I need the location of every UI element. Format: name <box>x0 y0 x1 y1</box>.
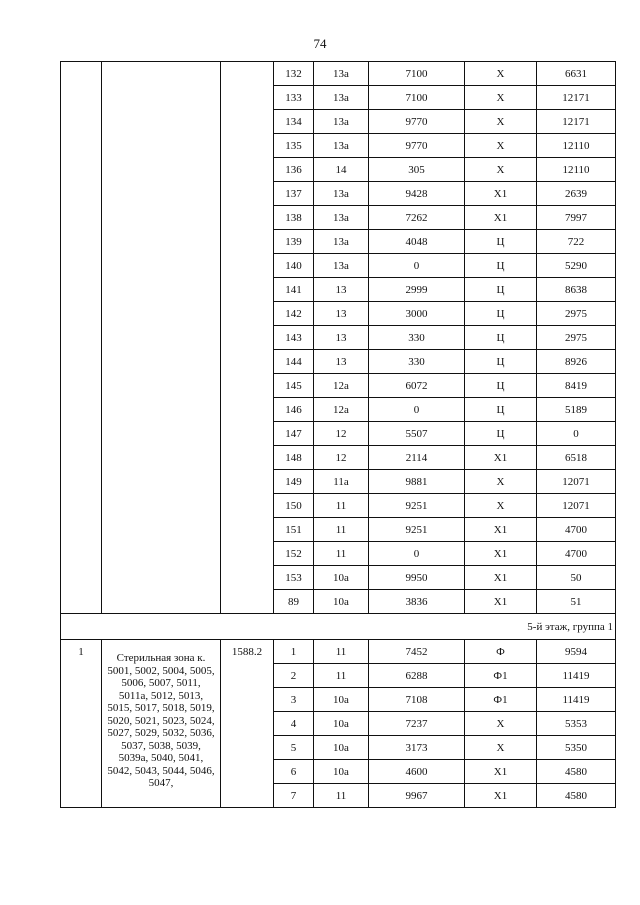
value-b-cell: 5189 <box>537 398 616 422</box>
floor-no-cell: 11 <box>314 784 369 808</box>
floor-no-cell: 13 <box>314 350 369 374</box>
room-no-cell: 145 <box>274 374 314 398</box>
room-no-cell: 4 <box>274 712 314 736</box>
room-no-cell: 140 <box>274 254 314 278</box>
value-b-cell: 6518 <box>537 446 616 470</box>
floor-no-cell: 11 <box>314 640 369 664</box>
value-a-cell: 3173 <box>369 736 465 760</box>
value-b-cell: 11419 <box>537 688 616 712</box>
value-a-cell: 0 <box>369 254 465 278</box>
page-number: 74 <box>313 36 327 51</box>
table-row <box>61 62 616 86</box>
value-a-cell: 3000 <box>369 302 465 326</box>
class-code-cell: Х <box>465 86 537 110</box>
room-no-cell: 134 <box>274 110 314 134</box>
class-code-cell: Ц <box>465 302 537 326</box>
value-b-cell: 12171 <box>537 86 616 110</box>
value-a-cell: 7237 <box>369 712 465 736</box>
class-code-cell: Х <box>465 494 537 518</box>
room-no-cell: 7 <box>274 784 314 808</box>
class-code-cell: Ф1 <box>465 664 537 688</box>
room-no-cell: 89 <box>274 590 314 614</box>
class-code-cell: Х1 <box>465 784 537 808</box>
group-area: 1588.2 <box>221 640 274 808</box>
value-b-cell: 4700 <box>537 518 616 542</box>
floor-no-cell: 13 <box>314 326 369 350</box>
class-code-cell: Ц <box>465 254 537 278</box>
value-b-cell: 8926 <box>537 350 616 374</box>
value-a-cell: 3836 <box>369 590 465 614</box>
value-b-cell: 0 <box>537 422 616 446</box>
value-a-cell: 9251 <box>369 518 465 542</box>
value-b-cell: 12071 <box>537 470 616 494</box>
value-a-cell: 7108 <box>369 688 465 712</box>
class-code-cell: Х1 <box>465 542 537 566</box>
value-a-cell: 9881 <box>369 470 465 494</box>
value-b-cell: 12171 <box>537 110 616 134</box>
value-a-cell: 0 <box>369 398 465 422</box>
floor-no-cell: 11 <box>314 518 369 542</box>
class-code-cell: Х1 <box>465 206 537 230</box>
floor-no-cell: 11 <box>314 542 369 566</box>
class-code-cell: Х <box>465 110 537 134</box>
floor-no-cell: 10а <box>314 760 369 784</box>
value-b-cell: 8638 <box>537 278 616 302</box>
room-no-cell: 139 <box>274 230 314 254</box>
floor-no-cell: 10а <box>314 688 369 712</box>
class-code-cell: Х1 <box>465 566 537 590</box>
class-code-cell: Х1 <box>465 590 537 614</box>
floor-no-cell: 13 <box>314 278 369 302</box>
value-b-cell: 4700 <box>537 542 616 566</box>
floor-no-cell: 10а <box>314 566 369 590</box>
value-b-cell: 722 <box>537 230 616 254</box>
room-no-cell: 144 <box>274 350 314 374</box>
class-code-cell: Х1 <box>465 760 537 784</box>
floor-no-cell: 13а <box>314 206 369 230</box>
class-code-cell: Х <box>465 712 537 736</box>
floor-no-cell: 10а <box>314 736 369 760</box>
room-no-cell: 147 <box>274 422 314 446</box>
value-b-cell: 12110 <box>537 158 616 182</box>
zone-cell-empty <box>102 62 221 614</box>
value-a-cell: 6288 <box>369 664 465 688</box>
floor-no-cell: 13а <box>314 134 369 158</box>
class-code-cell: Ц <box>465 326 537 350</box>
room-no-cell: 152 <box>274 542 314 566</box>
floor-no-cell: 13а <box>314 110 369 134</box>
value-a-cell: 305 <box>369 158 465 182</box>
value-b-cell: 2639 <box>537 182 616 206</box>
floor-no-cell: 13 <box>314 302 369 326</box>
floor-no-cell: 13а <box>314 182 369 206</box>
zone-name-cell <box>102 640 221 808</box>
class-code-cell: Х <box>465 736 537 760</box>
value-a-cell: 6072 <box>369 374 465 398</box>
floor-no-cell: 12а <box>314 398 369 422</box>
value-a-cell: 7100 <box>369 62 465 86</box>
index-cell-empty <box>61 62 102 614</box>
value-a-cell: 9770 <box>369 134 465 158</box>
class-code-cell: Х1 <box>465 446 537 470</box>
section-header: 5-й этаж, группа 1 <box>61 614 616 640</box>
class-code-cell: Ф1 <box>465 688 537 712</box>
room-no-cell: 5 <box>274 736 314 760</box>
value-b-cell: 8419 <box>537 374 616 398</box>
floor-no-cell: 14 <box>314 158 369 182</box>
value-b-cell: 5350 <box>537 736 616 760</box>
floor-no-cell: 10а <box>314 590 369 614</box>
room-no-cell: 135 <box>274 134 314 158</box>
class-code-cell: Х <box>465 62 537 86</box>
floor-no-cell: 12 <box>314 446 369 470</box>
class-code-cell: Х1 <box>465 182 537 206</box>
room-no-cell: 142 <box>274 302 314 326</box>
class-code-cell: Ц <box>465 374 537 398</box>
area-cell-empty <box>221 62 274 614</box>
value-b-cell: 11419 <box>537 664 616 688</box>
value-a-cell: 7452 <box>369 640 465 664</box>
floor-no-cell: 12а <box>314 374 369 398</box>
floor-no-cell: 11 <box>314 494 369 518</box>
floor-no-cell: 13а <box>314 230 369 254</box>
floor-no-cell: 13а <box>314 86 369 110</box>
room-no-cell: 151 <box>274 518 314 542</box>
value-b-cell: 5353 <box>537 712 616 736</box>
room-no-cell: 2 <box>274 664 314 688</box>
value-a-cell: 2114 <box>369 446 465 470</box>
section-row <box>61 614 616 640</box>
class-code-cell: Ф <box>465 640 537 664</box>
class-code-cell: Ц <box>465 230 537 254</box>
value-a-cell: 7262 <box>369 206 465 230</box>
class-code-cell: Ц <box>465 422 537 446</box>
class-code-cell: Ц <box>465 350 537 374</box>
value-b-cell: 7997 <box>537 206 616 230</box>
value-b-cell: 2975 <box>537 326 616 350</box>
floor-no-cell: 11а <box>314 470 369 494</box>
class-code-cell: Х <box>465 158 537 182</box>
value-a-cell: 9251 <box>369 494 465 518</box>
value-b-cell: 5290 <box>537 254 616 278</box>
room-no-cell: 133 <box>274 86 314 110</box>
floor-no-cell: 10а <box>314 712 369 736</box>
value-a-cell: 9950 <box>369 566 465 590</box>
value-a-cell: 330 <box>369 326 465 350</box>
room-no-cell: 148 <box>274 446 314 470</box>
value-b-cell: 50 <box>537 566 616 590</box>
floor-no-cell: 11 <box>314 664 369 688</box>
floor-no-cell: 13а <box>314 62 369 86</box>
floor-no-cell: 13а <box>314 254 369 278</box>
value-b-cell: 12110 <box>537 134 616 158</box>
value-b-cell: 4580 <box>537 760 616 784</box>
value-a-cell: 4600 <box>369 760 465 784</box>
room-no-cell: 149 <box>274 470 314 494</box>
value-a-cell: 7100 <box>369 86 465 110</box>
value-b-cell: 12071 <box>537 494 616 518</box>
room-no-cell: 6 <box>274 760 314 784</box>
room-no-cell: 3 <box>274 688 314 712</box>
value-a-cell: 330 <box>369 350 465 374</box>
floor-no-cell: 12 <box>314 422 369 446</box>
zone-name: Стерильная зона к. 5001, 5002, 5004, 5005, 5006, 5007, 5011, 5011а, 5012, 5013, 5015, 5017, 5018, 5019, 5020, 5021, 5023, 5024, 5027, 5029, 5032, 5036, 5037, 5038, 5039, 5039а, 5040, 5041, 5042, 5043, 5044, 5046, 5047, <box>107 652 215 789</box>
value-a-cell: 9967 <box>369 784 465 808</box>
class-code-cell: Х1 <box>465 518 537 542</box>
value-a-cell: 2999 <box>369 278 465 302</box>
class-code-cell: Ц <box>465 398 537 422</box>
value-a-cell: 5507 <box>369 422 465 446</box>
value-b-cell: 4580 <box>537 784 616 808</box>
room-no-cell: 136 <box>274 158 314 182</box>
room-no-cell: 153 <box>274 566 314 590</box>
room-no-cell: 150 <box>274 494 314 518</box>
value-a-cell: 9428 <box>369 182 465 206</box>
value-b-cell: 51 <box>537 590 616 614</box>
value-b-cell: 9594 <box>537 640 616 664</box>
room-no-cell: 1 <box>274 640 314 664</box>
class-code-cell: Х <box>465 134 537 158</box>
room-no-cell: 146 <box>274 398 314 422</box>
value-b-cell: 6631 <box>537 62 616 86</box>
value-a-cell: 4048 <box>369 230 465 254</box>
room-no-cell: 141 <box>274 278 314 302</box>
value-a-cell: 9770 <box>369 110 465 134</box>
group-index: 1 <box>61 640 102 808</box>
room-no-cell: 143 <box>274 326 314 350</box>
table-row <box>61 640 616 664</box>
data-table <box>60 61 616 808</box>
room-no-cell: 138 <box>274 206 314 230</box>
room-no-cell: 132 <box>274 62 314 86</box>
room-no-cell: 137 <box>274 182 314 206</box>
value-b-cell: 2975 <box>537 302 616 326</box>
value-a-cell: 0 <box>369 542 465 566</box>
class-code-cell: Х <box>465 470 537 494</box>
class-code-cell: Ц <box>465 278 537 302</box>
